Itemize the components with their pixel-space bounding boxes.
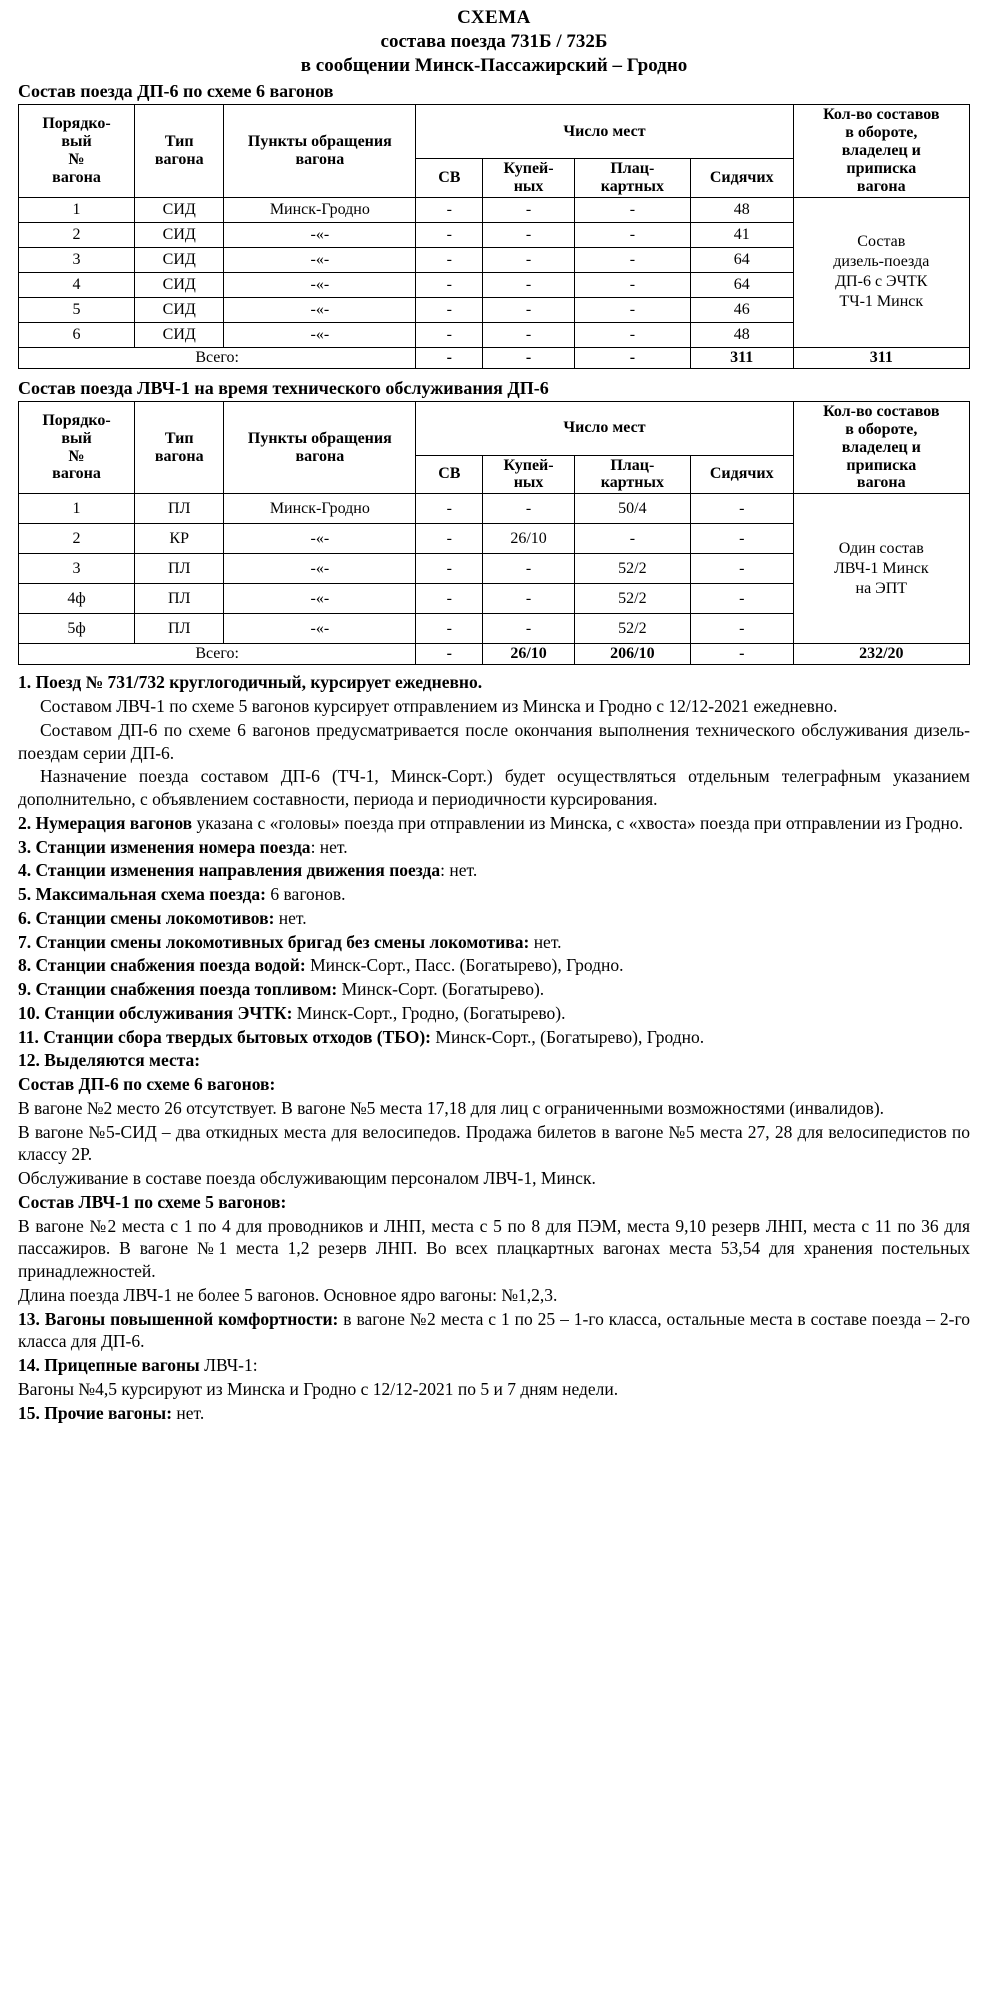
col-header-owner-l4: приписка bbox=[846, 159, 917, 177]
note-text: Минск-Сорт., Гродно, (Богатырево). bbox=[292, 1002, 566, 1023]
table-row bbox=[19, 494, 970, 524]
note-item bbox=[18, 859, 970, 882]
cell-car-type: СИД bbox=[135, 222, 224, 247]
note-bold: 6. Станции смены локомотивов: bbox=[18, 907, 275, 928]
total-platskart: - bbox=[574, 347, 690, 368]
col-header-car-number-l1: Порядко- bbox=[42, 411, 111, 429]
col-header-car-number-l2: вый bbox=[61, 133, 92, 151]
col-header-car-type-l1: Тип bbox=[164, 133, 194, 151]
cell-car-number: 5ф bbox=[19, 614, 135, 644]
cell-platskart: - bbox=[574, 197, 690, 222]
col-header-owner bbox=[793, 105, 969, 198]
note-text: 6 вагонов. bbox=[266, 884, 346, 905]
col-header-car-type-l1: Тип bbox=[164, 429, 194, 447]
col-header-car-number-l1: Порядко- bbox=[42, 115, 111, 133]
col-header-owner-l1: Кол-во составов bbox=[823, 106, 940, 124]
owner-line-3: на ЭПТ bbox=[855, 579, 908, 597]
cell-car-type: СИД bbox=[135, 297, 224, 322]
cell-route-points: Минск-Гродно bbox=[224, 197, 416, 222]
cell-seated: - bbox=[690, 614, 793, 644]
note-text: Составом ЛВЧ-1 по схеме 5 вагонов курсирует отправлением из Минска и Гродно с 12/12-2021 ежедневно. bbox=[40, 696, 838, 717]
col-header-owner-l2: в обороте, bbox=[845, 420, 918, 438]
col-header-platskart-l2: картных bbox=[600, 474, 664, 492]
cell-platskart: 52/2 bbox=[574, 614, 690, 644]
cell-platskart: 52/2 bbox=[574, 554, 690, 584]
note-item bbox=[18, 1354, 970, 1377]
cell-seated: - bbox=[690, 584, 793, 614]
note-item bbox=[18, 907, 970, 930]
owner-line-2: дизель-поезда bbox=[833, 253, 930, 271]
col-header-seats-group: Число мест bbox=[416, 401, 793, 455]
col-header-car-number-l4: вагона bbox=[52, 168, 101, 186]
cell-kupe: - bbox=[483, 297, 575, 322]
cell-car-number: 1 bbox=[19, 494, 135, 524]
cell-route-points: -«- bbox=[224, 222, 416, 247]
note-bold: 10. Станции обслуживания ЭЧТК: bbox=[18, 1002, 293, 1023]
note-bold: 9. Станции снабжения поезда топливом: bbox=[18, 979, 338, 1000]
note-bold: 4. Станции изменения направления движения поезда bbox=[18, 860, 441, 881]
col-header-platskart bbox=[574, 455, 690, 494]
col-header-seats-group: Число мест bbox=[416, 105, 793, 159]
note-text: ЛВЧ-1: bbox=[199, 1355, 258, 1376]
note-item bbox=[18, 1215, 970, 1283]
note-item bbox=[18, 883, 970, 906]
cell-owner-info bbox=[793, 494, 969, 644]
note-bold: 8. Станции снабжения поезда водой: bbox=[18, 955, 306, 976]
cell-platskart: 50/4 bbox=[574, 494, 690, 524]
cell-seated: 48 bbox=[690, 322, 793, 347]
col-header-sv: СВ bbox=[416, 455, 483, 494]
note-item bbox=[18, 1026, 970, 1049]
note-bold: 2. Нумерация вагонов bbox=[18, 812, 193, 833]
cell-car-type: СИД bbox=[135, 272, 224, 297]
col-header-car-type bbox=[135, 105, 224, 198]
note-item bbox=[18, 1191, 970, 1214]
train-composition-table-dp6 bbox=[18, 104, 970, 369]
note-text: указана с «головы» поезда при отправлении из Минска, с «хвоста» поезда при отправлении из Гродно. bbox=[192, 812, 963, 833]
note-text: В вагоне №2 место 26 отсутствует. В вагоне №5 места 17,18 для лиц с ограниченными возможностями (инвалидов). bbox=[18, 1097, 885, 1118]
note-item bbox=[18, 1308, 970, 1354]
cell-seated: - bbox=[690, 554, 793, 584]
cell-platskart: - bbox=[574, 322, 690, 347]
note-item bbox=[18, 1073, 970, 1096]
owner-line-1: Один состав bbox=[838, 539, 924, 557]
table-row-total bbox=[19, 644, 970, 665]
cell-sv: - bbox=[416, 197, 483, 222]
total-sv: - bbox=[416, 347, 483, 368]
cell-kupe: 26/10 bbox=[483, 524, 575, 554]
note-item bbox=[18, 931, 970, 954]
note-text: в вагоне №2 места с 1 по 25 – 1-го класса, остальные места в составе поезда – 2-го класса для ДП-6. bbox=[18, 1308, 970, 1352]
note-bold: 5. Максимальная схема поезда: bbox=[18, 884, 267, 905]
note-text: нет. bbox=[172, 1402, 205, 1423]
note-text: Длина поезда ЛВЧ-1 не более 5 вагонов. Основное ядро вагоны: №1,2,3. bbox=[18, 1284, 558, 1305]
cell-platskart: - bbox=[574, 272, 690, 297]
note-bold: 13. Вагоны повышенной комфортности: bbox=[18, 1308, 339, 1329]
cell-sv: - bbox=[416, 614, 483, 644]
cell-route-points: -«- bbox=[224, 272, 416, 297]
col-header-kupe bbox=[483, 455, 575, 494]
cell-seated: - bbox=[690, 524, 793, 554]
col-header-platskart bbox=[574, 158, 690, 197]
cell-sv: - bbox=[416, 494, 483, 524]
note-item bbox=[18, 1402, 970, 1425]
note-text: Назначение поезда составом ДП-6 (ТЧ-1, Минск-Сорт.) будет осуществляться отдельным телеграфным указанием дополнительно, с объявлением составности, периода и периодичности курсирования. bbox=[18, 766, 970, 810]
col-header-car-number-l3: № bbox=[68, 447, 85, 465]
cell-route-points: -«- bbox=[224, 247, 416, 272]
col-header-car-number bbox=[19, 105, 135, 198]
cell-sv: - bbox=[416, 322, 483, 347]
total-sv: - bbox=[416, 644, 483, 665]
note-text: Обслуживание в составе поезда обслуживающим персоналом ЛВЧ-1, Минск. bbox=[18, 1168, 596, 1189]
note-bold: 7. Станции смены локомотивных бригад без смены локомотива: bbox=[18, 931, 530, 952]
note-bold: Состав ЛВЧ-1 по схеме 5 вагонов: bbox=[18, 1191, 287, 1212]
owner-line-1: Состав bbox=[857, 233, 906, 251]
cell-car-number: 3 bbox=[19, 554, 135, 584]
col-header-owner-l3: владелец и bbox=[841, 438, 921, 456]
cell-owner-info bbox=[793, 197, 969, 347]
cell-route-points: -«- bbox=[224, 554, 416, 584]
col-header-kupe-l2: ных bbox=[513, 474, 544, 492]
col-header-seated: Сидячих bbox=[690, 158, 793, 197]
col-header-route-points-l2: вагона bbox=[295, 151, 345, 169]
cell-kupe: - bbox=[483, 197, 575, 222]
col-header-car-type-l2: вагона bbox=[154, 151, 204, 169]
col-header-car-type-l2: вагона bbox=[154, 447, 204, 465]
cell-sv: - bbox=[416, 297, 483, 322]
note-bold: Состав ДП-6 по схеме 6 вагонов: bbox=[18, 1074, 276, 1095]
note-item bbox=[18, 1002, 970, 1025]
note-item bbox=[18, 1167, 970, 1190]
cell-sv: - bbox=[416, 247, 483, 272]
cell-route-points: Минск-Гродно bbox=[224, 494, 416, 524]
col-header-owner-l2: в обороте, bbox=[845, 124, 918, 142]
col-header-seated: Сидячих bbox=[690, 455, 793, 494]
cell-car-type: ПЛ bbox=[135, 584, 224, 614]
col-header-owner-l1: Кол-во составов bbox=[823, 402, 940, 420]
section-1-heading: Состав поезда ДП-6 по схеме 6 вагонов bbox=[18, 81, 334, 102]
note-bold: 15. Прочие вагоны: bbox=[18, 1402, 173, 1423]
total-label: Всего: bbox=[19, 644, 416, 665]
cell-seated: 64 bbox=[690, 272, 793, 297]
col-header-kupe-l2: ных bbox=[513, 177, 544, 195]
notes-section bbox=[18, 671, 970, 1424]
col-header-route-points bbox=[224, 105, 416, 198]
cell-seated: 46 bbox=[690, 297, 793, 322]
note-text: нет. bbox=[274, 907, 307, 928]
note-bold: 14. Прицепные вагоны bbox=[18, 1355, 200, 1376]
note-item bbox=[18, 836, 970, 859]
cell-kupe: - bbox=[483, 272, 575, 297]
cell-kupe: - bbox=[483, 247, 575, 272]
col-header-sv: СВ bbox=[416, 158, 483, 197]
owner-line-4: ТЧ-1 Минск bbox=[839, 293, 924, 311]
cell-car-number: 3 bbox=[19, 247, 135, 272]
cell-kupe: - bbox=[483, 322, 575, 347]
col-header-kupe-l1: Купей- bbox=[503, 456, 554, 474]
total-seated: 311 bbox=[690, 347, 793, 368]
cell-car-type: СИД bbox=[135, 322, 224, 347]
cell-platskart: - bbox=[574, 297, 690, 322]
cell-car-type: СИД bbox=[135, 247, 224, 272]
cell-kupe: - bbox=[483, 494, 575, 524]
note-item bbox=[18, 671, 970, 694]
note-item bbox=[18, 1097, 970, 1120]
cell-route-points: -«- bbox=[224, 322, 416, 347]
note-text: Минск-Сорт. (Богатырево). bbox=[337, 979, 545, 1000]
section-2-heading: Состав поезда ЛВЧ-1 на время технического обслуживания ДП-6 bbox=[18, 377, 549, 398]
cell-platskart: - bbox=[574, 247, 690, 272]
table-body-lvch1 bbox=[19, 494, 970, 665]
cell-sv: - bbox=[416, 272, 483, 297]
cell-platskart: - bbox=[574, 524, 690, 554]
cell-car-type: СИД bbox=[135, 197, 224, 222]
col-header-owner-l5: вагона bbox=[856, 474, 906, 492]
cell-car-type: КР bbox=[135, 524, 224, 554]
note-text: Минск-Сорт., Пасс. (Богатырево), Гродно. bbox=[305, 955, 624, 976]
col-header-car-number bbox=[19, 401, 135, 494]
col-header-owner-l4: приписка bbox=[846, 456, 917, 474]
note-text: Составом ДП-6 по схеме 6 вагонов предусматривается после окончания выполнения технического обслуживания дизель-поездам серии ДП-6. bbox=[18, 719, 970, 763]
cell-platskart: 52/2 bbox=[574, 584, 690, 614]
col-header-route-points bbox=[224, 401, 416, 494]
col-header-car-number-l3: № bbox=[68, 151, 85, 169]
cell-car-number: 4 bbox=[19, 272, 135, 297]
col-header-car-type bbox=[135, 401, 224, 494]
col-header-route-points-l2: вагона bbox=[295, 447, 345, 465]
cell-car-type: ПЛ bbox=[135, 494, 224, 524]
cell-sv: - bbox=[416, 584, 483, 614]
note-item bbox=[18, 695, 970, 718]
note-bold: 3. Станции изменения номера поезда bbox=[18, 836, 311, 857]
note-item bbox=[18, 978, 970, 1001]
col-header-platskart-l1: Плац- bbox=[610, 159, 655, 177]
col-header-route-points-l1: Пункты обращения bbox=[247, 133, 392, 151]
total-label: Всего: bbox=[19, 347, 416, 368]
owner-line-2: ЛВЧ-1 Минск bbox=[833, 559, 929, 577]
total-owner: 232/20 bbox=[793, 644, 969, 665]
cell-route-points: -«- bbox=[224, 297, 416, 322]
cell-seated: 64 bbox=[690, 247, 793, 272]
col-header-route-points-l1: Пункты обращения bbox=[247, 429, 392, 447]
title-line-3: в сообщении Минск-Пассажирский – Гродно bbox=[300, 54, 688, 76]
note-text: : нет. bbox=[310, 836, 348, 857]
cell-car-number: 2 bbox=[19, 222, 135, 247]
title-line-1: СХЕМА bbox=[457, 7, 531, 28]
cell-car-number: 6 bbox=[19, 322, 135, 347]
note-item bbox=[18, 1284, 970, 1307]
cell-seated: 48 bbox=[690, 197, 793, 222]
note-text: Вагоны №4,5 курсируют из Минска и Гродно с 12/12-2021 по 5 и 7 дням недели. bbox=[18, 1378, 619, 1399]
col-header-car-number-l4: вагона bbox=[52, 465, 101, 483]
cell-car-type: ПЛ bbox=[135, 614, 224, 644]
col-header-kupe-l1: Купей- bbox=[503, 159, 554, 177]
col-header-owner-l3: владелец и bbox=[841, 142, 921, 160]
note-text: нет. bbox=[529, 931, 562, 952]
cell-car-number: 2 bbox=[19, 524, 135, 554]
cell-kupe: - bbox=[483, 614, 575, 644]
cell-kupe: - bbox=[483, 222, 575, 247]
note-item bbox=[18, 1049, 970, 1072]
note-item bbox=[18, 719, 970, 765]
train-composition-table-lvch1 bbox=[18, 401, 970, 666]
note-text: : нет. bbox=[440, 860, 478, 881]
total-platskart: 206/10 bbox=[574, 644, 690, 665]
col-header-platskart-l1: Плац- bbox=[610, 456, 655, 474]
table-body-dp6 bbox=[19, 197, 970, 368]
col-header-owner bbox=[793, 401, 969, 494]
col-header-car-number-l2: вый bbox=[61, 429, 92, 447]
note-item bbox=[18, 1378, 970, 1401]
cell-seated: - bbox=[690, 494, 793, 524]
note-text: Минск-Сорт., (Богатырево), Гродно. bbox=[431, 1026, 705, 1047]
cell-route-points: -«- bbox=[224, 524, 416, 554]
cell-sv: - bbox=[416, 222, 483, 247]
cell-route-points: -«- bbox=[224, 614, 416, 644]
note-bold: 11. Станции сбора твердых бытовых отходов (ТБО): bbox=[18, 1026, 432, 1047]
cell-car-type: ПЛ bbox=[135, 554, 224, 584]
note-text: В вагоне №2 места с 1 по 4 для проводников и ЛНП, места с 5 по 8 для ПЭМ, места 9,10 резерв ЛНП, места с 11 по 36 для пассажиров. В вагоне №1 места 1,2 резерв ЛНП. Во всех плацкартных вагонах места 53,54 для хранения постельных принадлежностей. bbox=[18, 1215, 970, 1282]
cell-platskart: - bbox=[574, 222, 690, 247]
col-header-kupe bbox=[483, 158, 575, 197]
note-item bbox=[18, 1121, 970, 1167]
cell-sv: - bbox=[416, 524, 483, 554]
table-row-total bbox=[19, 347, 970, 368]
total-seated: - bbox=[690, 644, 793, 665]
cell-car-number: 1 bbox=[19, 197, 135, 222]
note-item bbox=[18, 954, 970, 977]
cell-sv: - bbox=[416, 554, 483, 584]
title-line-2: состава поезда 731Б / 732Б bbox=[380, 30, 608, 52]
col-header-owner-l5: вагона bbox=[856, 177, 906, 195]
note-item bbox=[18, 765, 970, 811]
col-header-platskart-l2: картных bbox=[600, 177, 664, 195]
total-kupe: - bbox=[483, 347, 575, 368]
note-bold: 1. Поезд № 731/732 круглогодичный, курсирует ежедневно. bbox=[18, 672, 483, 693]
cell-kupe: - bbox=[483, 554, 575, 584]
note-item bbox=[18, 812, 970, 835]
cell-seated: 41 bbox=[690, 222, 793, 247]
owner-line-3: ДП-6 с ЭЧТК bbox=[835, 273, 928, 291]
cell-car-number: 5 bbox=[19, 297, 135, 322]
note-bold: 12. Выделяются места: bbox=[18, 1050, 201, 1071]
total-owner: 311 bbox=[793, 347, 969, 368]
note-text: В вагоне №5-СИД – два откидных места для велосипедов. Продажа билетов в вагоне №5 места 27, 28 для велосипедистов по классу 2Р. bbox=[18, 1121, 970, 1165]
document-title bbox=[18, 6, 970, 77]
total-kupe: 26/10 bbox=[483, 644, 575, 665]
cell-car-number: 4ф bbox=[19, 584, 135, 614]
table-row bbox=[19, 197, 970, 222]
cell-route-points: -«- bbox=[224, 584, 416, 614]
cell-kupe: - bbox=[483, 584, 575, 614]
